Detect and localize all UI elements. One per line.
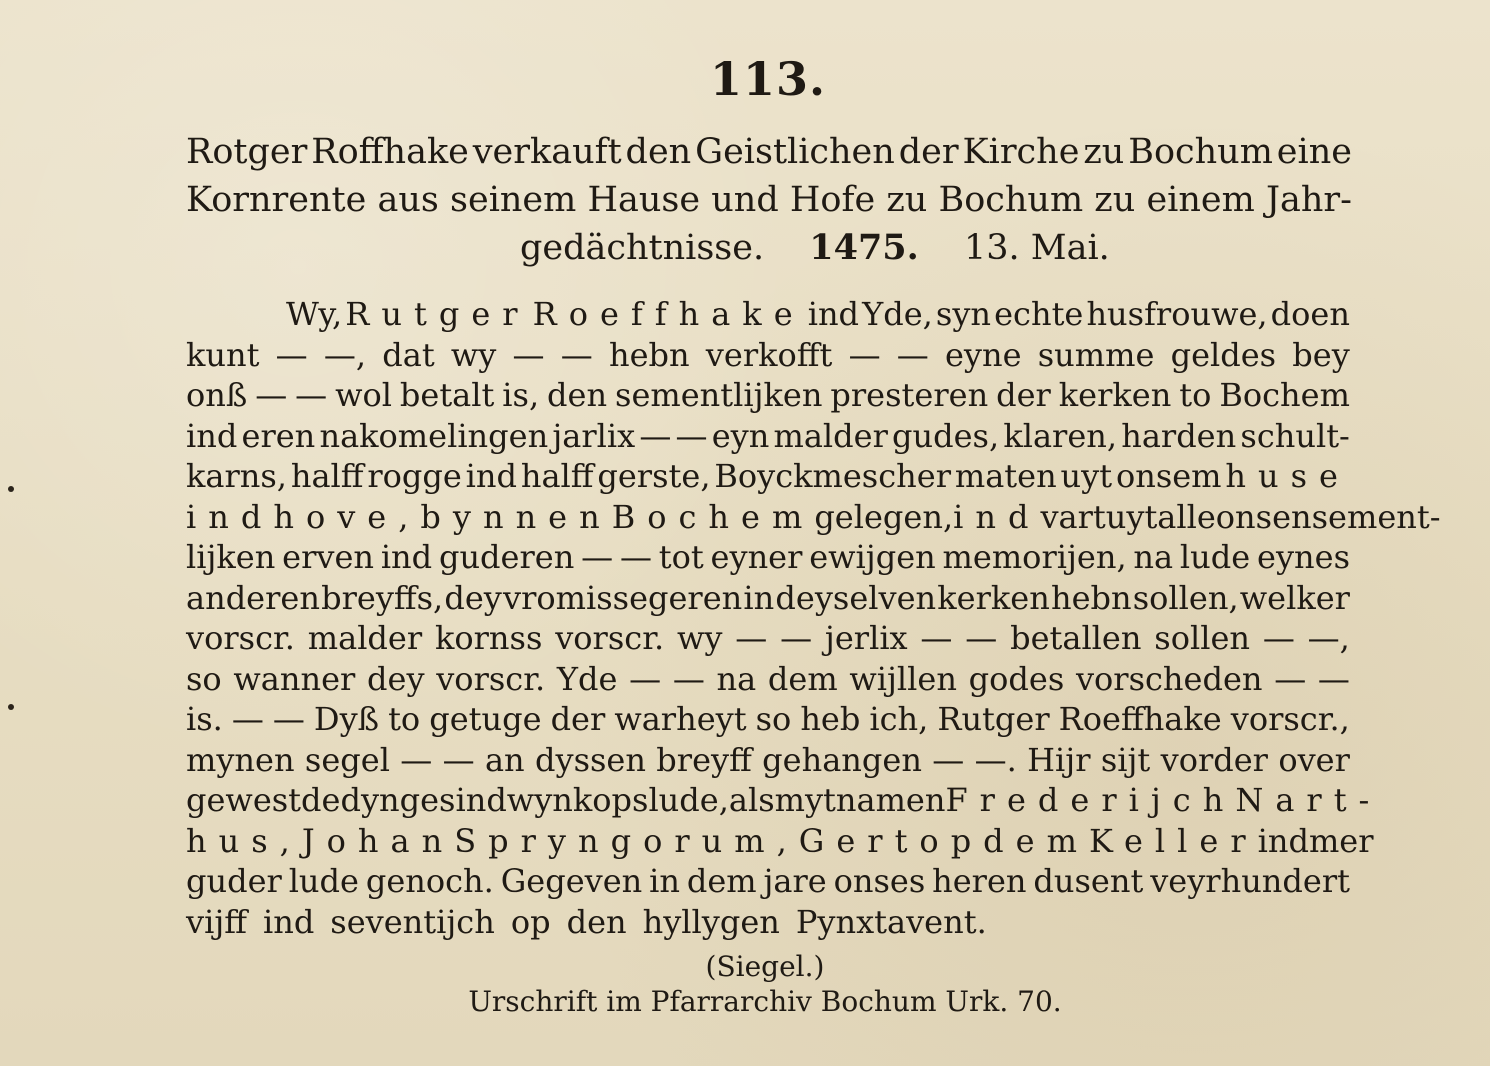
body-word: —: [848, 335, 881, 374]
body-word: op: [919, 821, 984, 860]
body-word: —: [272, 700, 305, 738]
body-word: summe: [1037, 335, 1155, 374]
body-word: dey: [444, 578, 502, 617]
body-word: seventijch: [330, 902, 495, 941]
body-word: maten: [954, 457, 1057, 495]
body-word: —: [932, 740, 965, 779]
body-line: [186, 456, 1350, 497]
body-word: hove,: [273, 497, 421, 536]
body-word: hus,: [186, 821, 302, 860]
body-word: eynes: [1257, 538, 1350, 576]
body-word: Yde,: [862, 295, 933, 333]
body-word: vart: [1040, 497, 1106, 536]
body-word: na: [1133, 538, 1174, 576]
headline-word: zu: [886, 180, 928, 220]
body-word: der: [996, 376, 1051, 414]
document-year: 1475.: [809, 227, 919, 268]
body-word: lude: [288, 862, 359, 900]
body-word: getuge: [429, 700, 542, 738]
body-word: sement-: [1311, 497, 1441, 536]
body-word: hyllygen: [642, 902, 780, 941]
body-word: wy: [450, 335, 497, 374]
body-word: malder: [307, 619, 423, 657]
body-word: erven: [282, 538, 374, 576]
body-word: karns,: [186, 457, 287, 495]
body-word: vorscr.,: [1230, 700, 1350, 738]
body-word: —: [442, 740, 475, 779]
body-word: tot: [658, 538, 704, 576]
body-word: jerlix: [824, 619, 908, 657]
body-word: Nart-: [1235, 781, 1382, 819]
body-word: kerken: [1058, 376, 1172, 414]
body-word: wy: [676, 619, 723, 657]
body-word: kerken: [937, 578, 1050, 617]
body-word: —: [965, 619, 998, 657]
body-word: dey: [367, 659, 425, 698]
body-word: kunt: [186, 335, 260, 374]
body-word: —.: [974, 740, 1017, 779]
body-word: eren: [241, 416, 316, 455]
body-word: is,: [502, 376, 540, 414]
headline-word: seinem: [450, 180, 577, 220]
body-word: gerste,: [597, 457, 711, 495]
body-word: onses: [833, 862, 926, 900]
body-word: Frederijch: [945, 781, 1236, 819]
body-line: [186, 861, 1350, 902]
body-word: segel: [304, 740, 390, 779]
body-word: myt: [774, 781, 836, 819]
body-word: hebn: [608, 335, 690, 374]
body-word: guder: [186, 862, 282, 900]
body-word: sementlijken: [615, 376, 823, 414]
body-line: [186, 375, 1350, 416]
body-word: Spryngorum,: [454, 821, 799, 860]
body-word: gehangen: [762, 740, 922, 779]
body-word: so: [755, 700, 792, 738]
body-word: —: [295, 376, 328, 414]
body-word: kornss: [434, 619, 543, 657]
document-date: 13. Mai.: [964, 228, 1110, 268]
body-word: vorscr.: [555, 619, 665, 657]
headline-word: Kirche: [962, 132, 1080, 172]
body-word: mer: [1308, 821, 1374, 860]
body-word: onsem: [1115, 457, 1222, 495]
body-word: ind: [186, 497, 274, 536]
body-word: ind: [262, 902, 315, 941]
body-word: so: [186, 659, 222, 698]
body-word: doen: [1270, 295, 1350, 333]
body-word: heren: [932, 862, 1027, 900]
document-number: 113.: [709, 52, 827, 106]
headline-word: verkauft: [472, 132, 622, 172]
body-word: rogge: [367, 457, 462, 495]
body-word: gudes,: [892, 416, 1000, 455]
source-citation: Urschrift im Pfarrarchiv Bochum Urk. 70.: [468, 985, 1062, 1018]
headline-word: Jahr-: [1265, 180, 1352, 220]
headline-line: [186, 224, 1352, 272]
body-word: over: [1278, 740, 1350, 779]
body-word: jare: [763, 862, 827, 900]
body-word: godes: [968, 659, 1065, 698]
body-word: Gegeven: [500, 862, 643, 900]
body-word: hebn: [1050, 578, 1132, 617]
body-word: wijllen: [849, 659, 957, 698]
body-word: —: [629, 659, 662, 698]
body-word: Yde: [556, 659, 618, 698]
body-word: guderen: [438, 538, 575, 576]
body-word: —,: [1307, 619, 1350, 657]
headline-word: Hause: [587, 180, 701, 220]
body-line: [186, 659, 1350, 700]
body-word: harden: [1121, 416, 1237, 455]
body-word: bynnen: [420, 497, 612, 536]
body-line: [186, 497, 1441, 538]
body-word: eyner: [710, 538, 803, 576]
body-word: —: [735, 619, 768, 657]
body-word: —: [1317, 659, 1350, 698]
body-word: heb: [800, 700, 861, 738]
body-word: Roeffhake: [532, 295, 805, 333]
body-word: lude,: [648, 781, 729, 819]
body-word: Rutger: [937, 700, 1050, 738]
body-word: gelegen,: [814, 497, 954, 536]
body-word: —: [920, 619, 953, 657]
body-word: ich,: [869, 700, 929, 738]
body-word: sijt: [1100, 740, 1151, 779]
headline-word: Bochum: [938, 180, 1084, 220]
body-word: syn: [935, 295, 992, 333]
body-word: Gert: [798, 821, 920, 860]
body-word: breyffs,: [321, 578, 444, 617]
body-word: presteren: [830, 376, 989, 414]
margin-dot: [8, 486, 14, 492]
body-word: in: [649, 862, 680, 900]
body-word: halff: [520, 457, 594, 495]
body-word: mynen: [186, 740, 295, 779]
body-word: dem: [686, 862, 757, 900]
headline-word: aus: [377, 180, 439, 220]
headline-word: gedächtnisse.: [520, 228, 765, 268]
body-word: vorscr.: [186, 619, 295, 657]
headline-word: und: [711, 180, 779, 220]
body-word: —: [639, 416, 672, 455]
body-word: dem: [983, 821, 1089, 860]
body-word: Hijr: [1027, 740, 1091, 779]
body-word: ind: [953, 497, 1041, 536]
body-line: [186, 416, 1350, 457]
body-word: —: [512, 335, 545, 374]
body-word: onß: [186, 376, 248, 414]
body-word: ind: [186, 416, 238, 455]
body-line: [186, 740, 1350, 781]
body-word: lude: [1179, 538, 1251, 576]
body-word: verkofft: [705, 335, 833, 374]
body-word: sollen: [1154, 619, 1250, 657]
body-word: ind: [1257, 821, 1309, 860]
body-word: —: [672, 659, 705, 698]
headline-word: Geistlichen: [695, 132, 895, 172]
body-word: vorscheden: [1075, 659, 1263, 698]
body-word: breyff: [656, 740, 752, 779]
body-word: in: [743, 578, 775, 617]
body-line: [186, 294, 1350, 335]
body-word: ewijgen: [809, 538, 936, 576]
body-word: —,: [323, 335, 367, 374]
body-word: Bochem: [611, 497, 815, 536]
headline-word: zu: [1094, 180, 1136, 220]
body-word: husfrouwe,: [1086, 295, 1268, 333]
body-word: klaren,: [1003, 416, 1118, 455]
body-line: [186, 618, 1350, 659]
body-word: vorscr.: [436, 659, 546, 698]
body-word: —: [400, 740, 433, 779]
body-word: op: [510, 902, 551, 941]
body-word: welker: [1239, 578, 1350, 617]
body-word: Wy,: [286, 295, 343, 333]
headline-line: [186, 176, 1352, 224]
body-word: anderen: [186, 578, 320, 617]
body-word: —: [231, 700, 264, 738]
body-word: echte: [994, 295, 1084, 333]
body-word: betallen: [1010, 619, 1142, 657]
body-word: huse: [1225, 457, 1350, 495]
body-word: sollen,: [1132, 578, 1239, 617]
headline-word: Hofe: [789, 180, 876, 220]
body-word: na: [716, 659, 757, 698]
body-word: den: [566, 902, 627, 941]
body-line: [186, 902, 1350, 943]
body-word: —: [1274, 659, 1307, 698]
body-line: [186, 537, 1350, 578]
margin-dot: [8, 704, 14, 710]
body-word: ind: [380, 538, 433, 576]
body-word: veyrhundert: [1150, 862, 1350, 900]
body-word: to: [388, 700, 421, 738]
body-word: dem: [767, 659, 838, 698]
body-word: Boyckmescher: [714, 457, 951, 495]
body-word: schult-: [1240, 416, 1350, 455]
body-word: is.: [186, 700, 223, 738]
body-line: [186, 821, 1374, 862]
body-word: uyt: [1060, 457, 1113, 495]
body-word: dat: [382, 335, 435, 374]
headline-word: Bochum: [1128, 132, 1273, 172]
body-word: wanner: [233, 659, 356, 698]
body-word: vijff: [186, 902, 247, 941]
body-line: [186, 699, 1350, 740]
headline-word: Kornrente: [186, 180, 367, 220]
body-word: ind: [465, 457, 517, 495]
body-line: [186, 335, 1350, 376]
body-word: Bochem: [1219, 376, 1350, 414]
seal-note: (Siegel.): [705, 950, 825, 983]
body-word: betalt: [399, 376, 495, 414]
headline-line: [186, 128, 1352, 176]
headline-word: den: [625, 132, 692, 172]
body-word: wynkops: [506, 781, 649, 819]
headline-word: der: [898, 132, 959, 172]
body-word: —: [275, 335, 308, 374]
body-word: alle: [1157, 497, 1216, 536]
body-word: Rutger: [345, 295, 530, 333]
body-word: der: [550, 700, 606, 738]
body-word: an: [484, 740, 525, 779]
body-word: als: [728, 781, 775, 819]
body-word: —: [1262, 619, 1295, 657]
body-word: vorder: [1160, 740, 1268, 779]
body-word: warheyt: [614, 700, 747, 738]
body-word: Pynxtavent.: [795, 902, 987, 941]
document-body: [186, 294, 1441, 942]
body-word: den: [547, 376, 608, 414]
body-word: bey: [1292, 335, 1350, 374]
body-word: dedynges: [301, 781, 456, 819]
body-word: geldes: [1170, 335, 1277, 374]
body-word: to: [1179, 376, 1212, 414]
headline-word: Roffhake: [311, 132, 469, 172]
headline-word: einem: [1146, 180, 1255, 220]
body-word: —: [619, 538, 652, 576]
body-word: nakomelingen: [319, 416, 549, 455]
body-word: dyssen: [535, 740, 646, 779]
body-word: jarlix: [552, 416, 636, 455]
body-word: —: [896, 335, 929, 374]
body-word: Keller: [1088, 821, 1258, 860]
body-word: genoch.: [365, 862, 494, 900]
body-word: malder: [773, 416, 888, 455]
body-word: uyt: [1105, 497, 1158, 536]
body-word: gewest: [186, 781, 302, 819]
body-line: [186, 780, 1382, 821]
body-word: onsen: [1215, 497, 1312, 536]
headline-word: Rotger: [186, 132, 308, 172]
body-word: lijken: [186, 538, 276, 576]
body-word: Roeffhake: [1058, 700, 1222, 738]
body-word: eyne: [944, 335, 1022, 374]
headline-word: eine: [1276, 132, 1352, 172]
body-word: —: [255, 376, 288, 414]
body-word: memorijen,: [942, 538, 1127, 576]
body-word: ind: [807, 295, 860, 333]
body-word: wol: [335, 376, 392, 414]
body-word: deyselven: [775, 578, 937, 617]
body-word: —: [581, 538, 614, 576]
body-line: [186, 578, 1350, 619]
body-word: dusent: [1033, 862, 1144, 900]
body-word: halff: [290, 457, 364, 495]
body-word: —: [560, 335, 593, 374]
headline-word: zu: [1083, 132, 1125, 172]
body-word: ind: [455, 781, 507, 819]
document-headline: [186, 128, 1352, 272]
body-word: —: [675, 416, 708, 455]
body-word: Johan: [301, 821, 455, 860]
body-word: eyn: [711, 416, 770, 455]
body-word: —: [780, 619, 813, 657]
body-word: vromissegeren: [503, 578, 743, 617]
body-word: Dyß: [313, 700, 380, 738]
body-word: namen: [835, 781, 946, 819]
